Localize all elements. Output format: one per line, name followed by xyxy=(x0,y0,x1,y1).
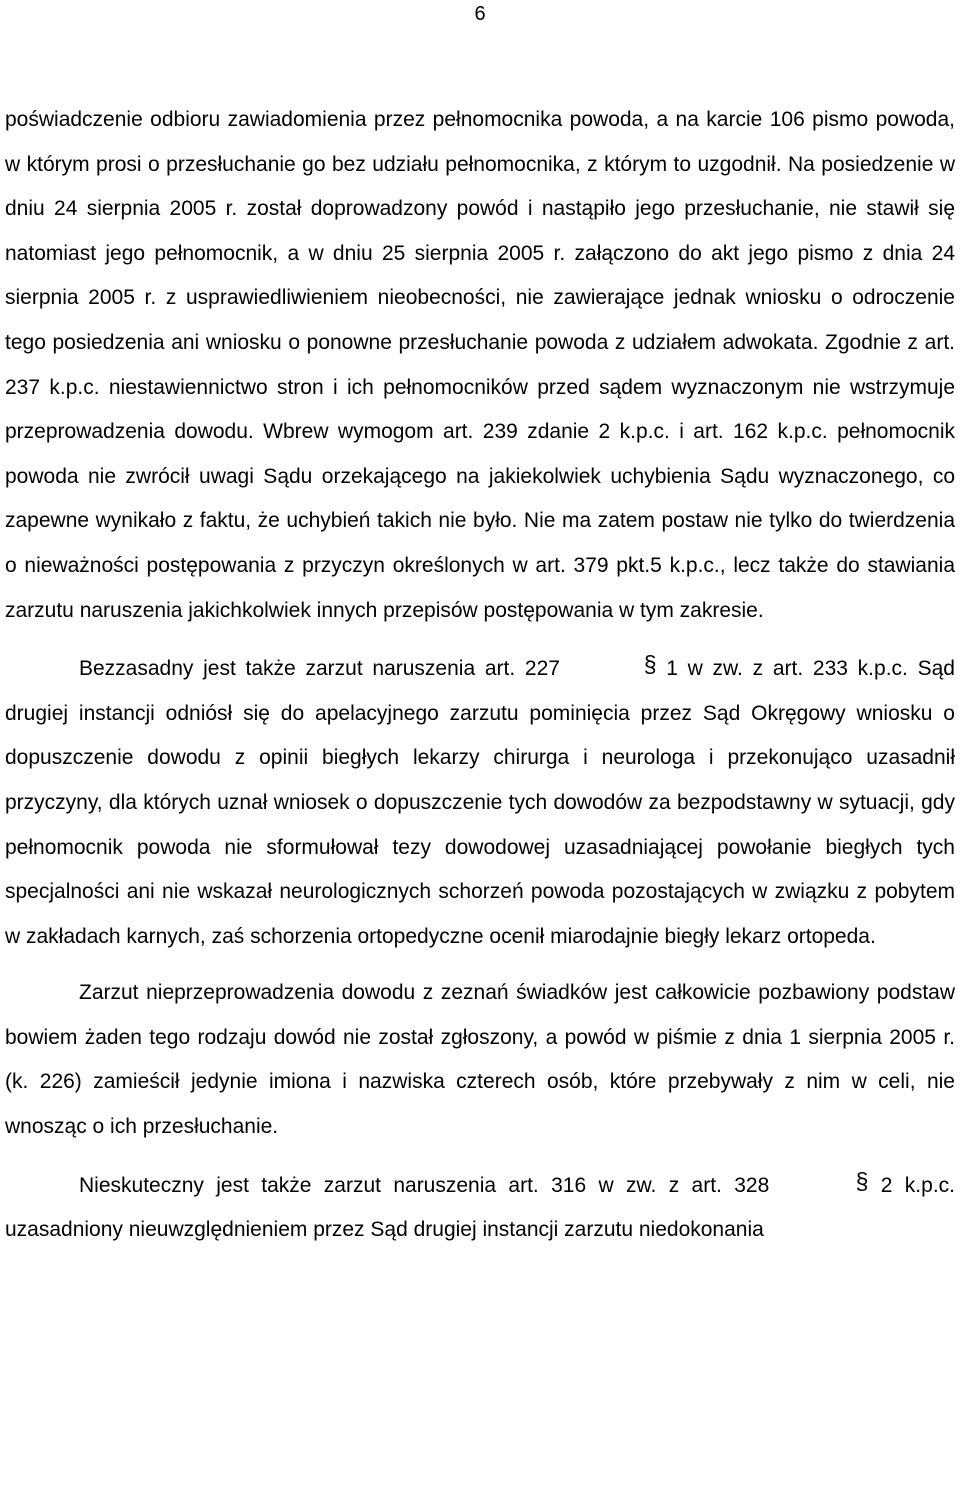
page-number: 6 xyxy=(474,3,486,25)
paragraph-gap xyxy=(5,959,955,971)
section-sign: § xyxy=(643,651,657,678)
document-body xyxy=(5,98,955,1253)
paragraph-2 xyxy=(5,645,955,959)
paragraph-4 xyxy=(5,1162,955,1253)
paragraph-2-text-after: 1 w zw. z art. 233 k.p.c. Sąd drugiej instancji odniósł się do apelacyjnego zarzutu pominięcia przez Sąd Okręgowy wniosku o dopuszczenie dowodu z opinii biegłych lekarzy chirurga i neurologa i przekonująco uzasadnił przyczyny, dla których uznał wniosek o dopuszczenie tych dowodów za bezpodstawny w sytuacji, gdy pełnomocnik powoda nie sformułował tezy dowodowej uzasadniającej powołanie biegłych tych specjalności ani nie wskazał neurologicznych schorzeń powoda pozostających w związku z pobytem w zakładach karnych, zaś schorzenia ortopedyczne ocenił miarodajnie biegły lekarz ortopeda. xyxy=(5,657,955,948)
section-sign: § xyxy=(855,1167,869,1194)
paragraph-3: Zarzut nieprzeprowadzenia dowodu z zeznań świadków jest całkowicie pozbawiony podstaw bowiem żaden tego rodzaju dowód nie został zgłoszony, a powód w piśmie z dnia 1 sierpnia 2005 r. (k. 226) zamieścił jedynie imiona i nazwiska czterech osób, które przebywały z nim w celi, nie wnosząc o ich przesłuchanie. xyxy=(5,981,955,1139)
paragraph-4-text-before: Nieskuteczny jest także zarzut naruszenia art. 316 w zw. z art. 328 xyxy=(79,1173,770,1197)
paragraph-gap xyxy=(5,633,955,645)
paragraph-2-text-before: Bezzasadny jest także zarzut naruszenia art. 227 xyxy=(79,657,560,681)
paragraph-4-text-after: 2 k.p.c. uzasadniony nieuwzględnieniem przez Sąd drugiej instancji zarzutu niedokonania xyxy=(5,1173,955,1242)
paragraph-1: poświadczenie odbioru zawiadomienia przez pełnomocnika powoda, a na karcie 106 pismo powoda, w którym prosi o przesłuchanie go bez udziału pełnomocnika, z którym to uzgodnił. Na posiedzenie w dniu 24 sierpnia 2005 r. został doprowadzony powód i nastąpiło jego przesłuchanie, nie stawił się natomiast jego pełnomocnik, a w dniu 25 sierpnia 2005 r. załączono do akt jego pismo z dnia 24 sierpnia 2005 r. z usprawiedliwieniem nieobecności, nie zawierające jednak wniosku o odroczenie tego posiedzenia ani wniosku o ponowne przesłuchanie powoda z udziałem adwokata. Zgodnie z art. 237 k.p.c. niestawiennictwo stron i ich pełnomocników przed sądem wyznaczonym nie wstrzymuje przeprowadzenia dowodu. Wbrew wymogom art. 239 zdanie 2 k.p.c. i art. 162 k.p.c. pełnomocnik powoda nie zwrócił uwagi Sądu orzekającego na jakiekolwiek uchybienia Sądu wyznaczonego, co zapewne wynikało z faktu, że uchybień takich nie było. Nie ma zatem postaw nie tylko do twierdzenia o nieważności postępowania z przyczyn określonych w art. 379 pkt.5 k.p.c., lecz także do stawiania zarzutu naruszenia jakichkolwiek innych przepisów postępowania w tym zakresie. xyxy=(5,108,955,622)
